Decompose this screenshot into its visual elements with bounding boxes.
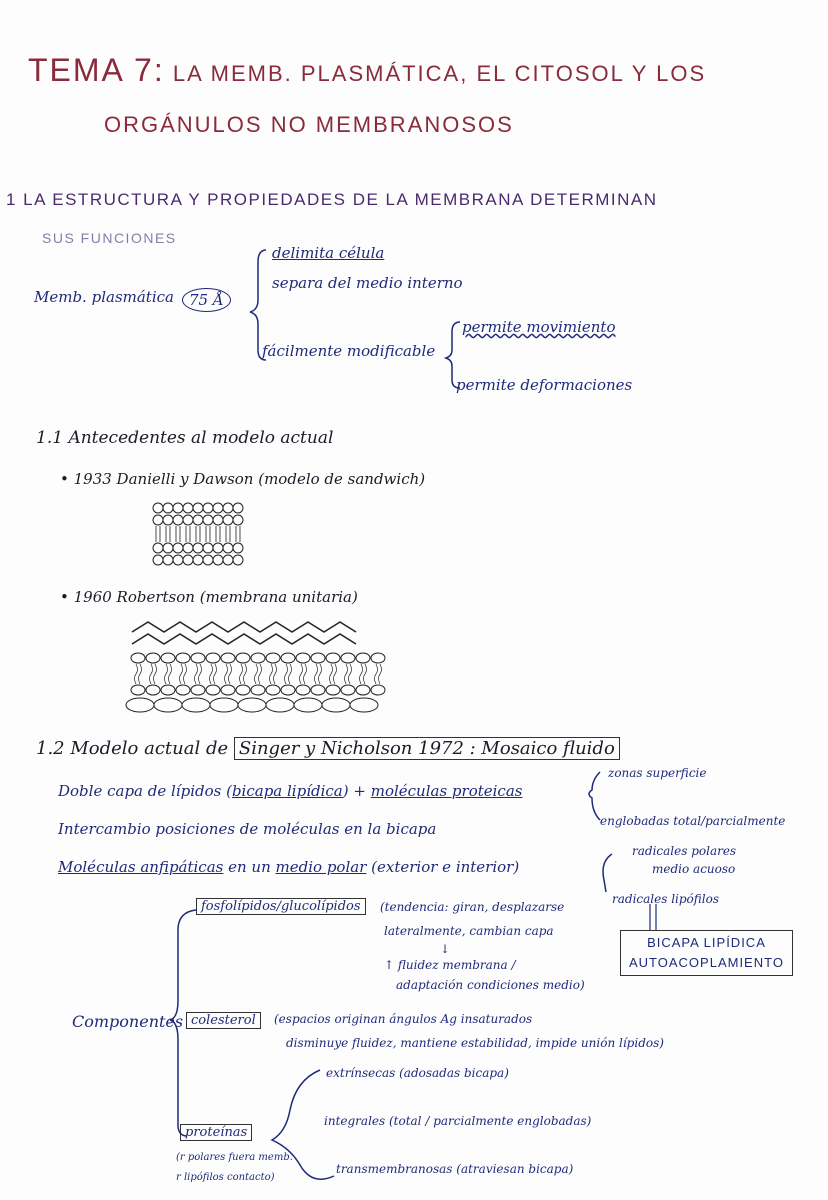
lipid-head: [153, 515, 163, 525]
lipid-head: [341, 685, 355, 695]
lipid-head: [191, 653, 205, 663]
lipid-head: [233, 543, 243, 553]
lipid-head: [233, 555, 243, 565]
lipid-head: [131, 653, 145, 663]
lipid-head: [213, 503, 223, 513]
lipid-head: [183, 503, 193, 513]
lipid-head: [221, 685, 235, 695]
proteinas-box: proteínas: [180, 1124, 252, 1141]
lipid-tail: [135, 664, 142, 684]
text: AUTOACOPLAMIENTO: [629, 955, 784, 970]
lipid-tail: [186, 526, 190, 542]
lipid-head: [213, 543, 223, 553]
prot-type-integrales: integrales (total / parcialmente englobadas): [324, 1114, 592, 1128]
thickness: 75 Å: [182, 288, 231, 312]
lipid-head: [176, 685, 190, 695]
antecedente-2: • 1960 Robertson (membrana unitaria): [60, 588, 358, 606]
lipid-head: [281, 653, 295, 663]
lipid-tail: [180, 664, 187, 684]
lipid-head: [146, 653, 160, 663]
prot-note-2: r lipófilos contacto): [176, 1172, 275, 1183]
lipid-tail: [210, 664, 217, 684]
lipid-head: [213, 515, 223, 525]
lipid-head: [153, 543, 163, 553]
heading-prefix: 1.2 Modelo actual de: [36, 738, 229, 759]
lipid-head: [203, 543, 213, 553]
lipid-head: [311, 653, 325, 663]
lipid-head: [163, 515, 173, 525]
protein-layer-top: [132, 622, 356, 632]
brace-proteicas: [589, 772, 600, 820]
lipid-tail: [300, 664, 307, 684]
text: BICAPA LIPÍDICA: [647, 935, 766, 950]
text: (exterior e interior): [366, 858, 520, 876]
arrow-radicales: [603, 854, 612, 892]
text: moléculas proteicas: [370, 782, 523, 800]
arrow-bicapa: [650, 904, 656, 930]
lipid-tail: [285, 664, 292, 684]
lipid-tail: [196, 526, 200, 542]
lipid-tail: [315, 664, 322, 684]
modificable-1: permite movimiento: [462, 318, 616, 336]
lipid-head: [296, 685, 310, 695]
protein-bottom: [294, 698, 322, 712]
lipid-head: [203, 503, 213, 513]
antecedente-1: • 1933 Danielli y Dawson (modelo de sandwich): [60, 470, 426, 488]
lipid-tail: [225, 664, 232, 684]
lipid-head: [326, 685, 340, 695]
lipid-tail: [345, 664, 352, 684]
bicapa-box: [620, 930, 793, 976]
lipid-head: [203, 515, 213, 525]
radicales-3: radicales lipófilos: [612, 892, 720, 906]
lipid-head: [266, 685, 280, 695]
lipid-tail: [156, 526, 160, 542]
lipid-head: [233, 503, 243, 513]
col-desc-1: (espacios originan ángulos Ag insaturados: [274, 1012, 533, 1026]
protein-bottom: [238, 698, 266, 712]
line-intercambio: Intercambio posiciones de moléculas en la bicapa: [58, 820, 437, 838]
col-desc-2: disminuye fluidez, mantiene estabilidad, impide unión lípidos): [286, 1036, 664, 1050]
lipid-head: [371, 685, 385, 695]
lipid-tail: [236, 526, 240, 542]
lipid-head: [236, 653, 250, 663]
lipid-head: [236, 685, 250, 695]
lipid-head: [176, 653, 190, 663]
protein-layer-top-2: [132, 634, 356, 644]
lipid-head: [173, 515, 183, 525]
lipid-head: [203, 555, 213, 565]
lipid-tail: [150, 664, 157, 684]
lipid-head: [356, 653, 370, 663]
lipid-head: [163, 555, 173, 565]
lipid-head: [183, 515, 193, 525]
lipid-head: [163, 503, 173, 513]
lipid-head: [161, 653, 175, 663]
lipid-head: [173, 503, 183, 513]
lipid-head: [266, 653, 280, 663]
lipid-tail: [226, 526, 230, 542]
prop-2: separa del medio interno: [272, 274, 463, 292]
fosfo-desc-1: (tendencia: giran, desplazarse: [380, 900, 565, 914]
lipid-head: [183, 555, 193, 565]
lipid-head: [251, 653, 265, 663]
protein-bottom: [266, 698, 294, 712]
lipid-head: [161, 685, 175, 695]
text: Doble capa de lípidos (: [58, 782, 232, 800]
lipid-head: [193, 515, 203, 525]
lipid-tail: [330, 664, 337, 684]
lipid-tail: [165, 664, 172, 684]
lipid-head: [356, 685, 370, 695]
lipid-head: [213, 555, 223, 565]
fosfolipidos-box: fosfolípidos/glucolípidos: [196, 898, 366, 915]
lipid-tail: [176, 526, 180, 542]
lipid-head: [173, 543, 183, 553]
line-anfipaticas: [58, 858, 519, 876]
model-box: Singer y Nicholson 1972 : Mosaico fluido: [234, 737, 620, 760]
text: Moléculas anfipáticas: [58, 858, 224, 876]
title-line-2: ORGÁNULOS NO MEMBRANOSOS: [104, 112, 514, 137]
lipid-head: [191, 685, 205, 695]
prot-note-1: (r polares fuera memb.: [176, 1152, 293, 1163]
lipid-tail: [270, 664, 277, 684]
lipid-tail: [240, 664, 247, 684]
radicales-2: medio acuoso: [652, 862, 736, 876]
lipid-head: [173, 555, 183, 565]
memb-label: Memb. plasmática: [34, 288, 174, 306]
radicales-1: radicales polares: [632, 844, 737, 858]
lipid-head: [183, 543, 193, 553]
prot-type-extrinsecas: extrínsecas (adosadas bicapa): [326, 1066, 509, 1080]
text: bicapa lipídica: [231, 782, 343, 800]
colesterol-box: colesterol: [186, 1012, 261, 1029]
section-1-heading: 1 LA ESTRUCTURA Y PROPIEDADES DE LA MEMBRANA DETERMINAN: [6, 190, 658, 209]
protein-bottom: [182, 698, 210, 712]
section-12-heading: [36, 738, 620, 759]
lipid-head: [251, 685, 265, 695]
proteicas-1: zonas superficie: [608, 766, 707, 780]
text: ) +: [342, 782, 371, 800]
section-1-heading-2: SUS FUNCIONES: [42, 230, 177, 246]
lipid-head: [311, 685, 325, 695]
lipid-tail: [166, 526, 170, 542]
fosfo-desc-3: ↓: [440, 942, 451, 956]
prop-3: fácilmente modificable: [262, 342, 436, 360]
lipid-head: [296, 653, 310, 663]
protein-bottom: [210, 698, 238, 712]
lipid-head: [193, 543, 203, 553]
lipid-head: [223, 515, 233, 525]
lipid-tail: [206, 526, 210, 542]
lipid-tail: [195, 664, 202, 684]
title-prefix: TEMA 7:: [28, 52, 165, 88]
lipid-tail: [255, 664, 262, 684]
lipid-head: [233, 515, 243, 525]
title-line-1: [28, 52, 706, 89]
lipid-head: [206, 653, 220, 663]
lipid-head: [223, 543, 233, 553]
lipid-head: [371, 653, 385, 663]
fosfo-desc-2: lateralmente, cambian capa: [384, 924, 554, 938]
lipid-tail: [375, 664, 382, 684]
modificable-2: permite deformaciones: [456, 376, 633, 394]
prop-1: delimita célula: [272, 244, 385, 262]
prot-type-transmembranosas: transmembranosas (atraviesan bicapa): [336, 1162, 574, 1176]
lipid-tail: [216, 526, 220, 542]
lipid-head: [223, 555, 233, 565]
lipid-head: [153, 503, 163, 513]
section-11-heading: 1.1 Antecedentes al modelo actual: [36, 428, 334, 448]
protein-bottom: [322, 698, 350, 712]
protein-bottom: [126, 698, 154, 712]
lipid-head: [163, 543, 173, 553]
lipid-head: [341, 653, 355, 663]
lipid-head: [193, 503, 203, 513]
lipid-head: [221, 653, 235, 663]
lipid-head: [153, 555, 163, 565]
lipid-head: [223, 503, 233, 513]
text: medio polar: [275, 858, 367, 876]
lipid-head: [281, 685, 295, 695]
lipid-head: [206, 685, 220, 695]
text: en un: [223, 858, 276, 876]
fosfo-desc-5: adaptación condiciones medio): [396, 978, 585, 992]
proteicas-2: englobadas total/parcialmente: [600, 814, 786, 828]
title-rest: LA MEMB. PLASMÁTICA, EL CITOSOL Y LOS: [172, 61, 707, 86]
line-doble-capa: [58, 782, 522, 800]
lipid-head: [326, 653, 340, 663]
lipid-head: [146, 685, 160, 695]
lipid-tail: [360, 664, 367, 684]
protein-bottom: [154, 698, 182, 712]
lipid-head: [131, 685, 145, 695]
protein-bottom: [350, 698, 378, 712]
componentes-label: Componentes: [72, 1012, 184, 1031]
fosfo-desc-4: ↑ fluidez membrana /: [384, 958, 516, 972]
lipid-head: [193, 555, 203, 565]
